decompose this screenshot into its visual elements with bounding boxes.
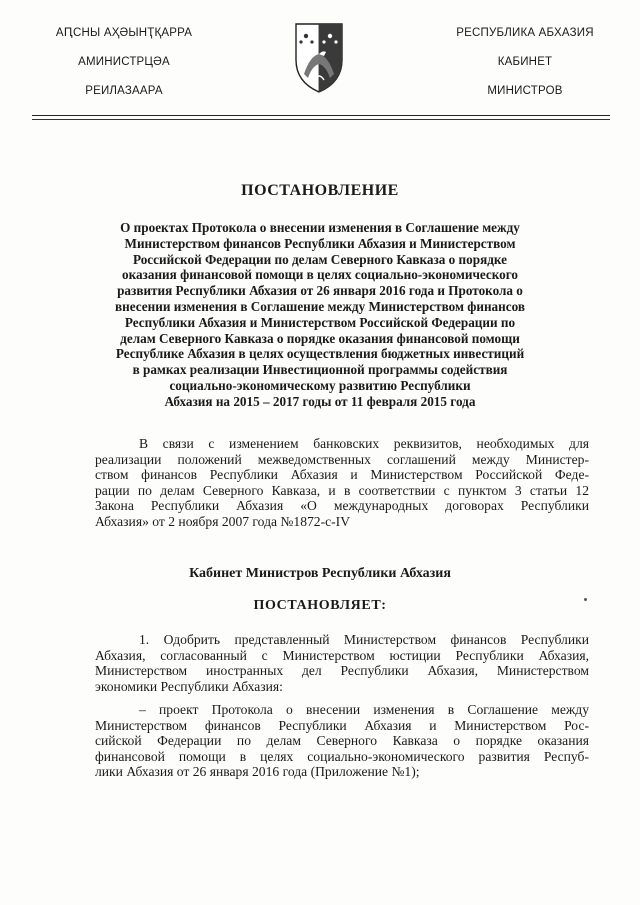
subject-line: внесении изменения в Соглашение между Министерством финансов bbox=[115, 298, 525, 314]
item-1-paragraph bbox=[95, 632, 589, 694]
preamble-line: рации по делам Северного Кавказа, и в соответствии с пунктом 3 статьи 12 bbox=[95, 482, 589, 498]
letterhead bbox=[0, 18, 640, 108]
subject-line: делам Северного Кавказа о порядке оказания финансовой помощи bbox=[120, 330, 520, 346]
subject-line: О проектах Протокола о внесении изменения в Соглашение между bbox=[120, 220, 520, 235]
item-1-line: Абхазия, согласованный с Министерством юстиции Республики Абхазия, bbox=[95, 647, 589, 663]
letterhead-abkhaz-line: РЕИЛАЗААРА bbox=[85, 85, 163, 97]
subject-line: Абхазия на 2015 – 2017 годы от 11 февраля 2015 года bbox=[164, 393, 476, 409]
preamble-paragraph bbox=[95, 436, 589, 530]
preamble-line: ством финансов Республики Абхазия и Министерством Российской Феде- bbox=[95, 467, 589, 483]
item-1-subitem-line: сийской Федерации по делам Северного Кавказа о порядке оказания bbox=[95, 733, 589, 749]
letterhead-rule-thick bbox=[32, 115, 610, 116]
item-1-subitem-line: финансовой помощи в целях социально-экономического развития Респуб- bbox=[95, 748, 589, 764]
scan-speck bbox=[584, 598, 587, 601]
subject-line: Министерством финансов Республики Абхазия и Министерством bbox=[124, 235, 516, 251]
document-title: ПОСТАНОВЛЕНИЕ bbox=[241, 182, 399, 199]
preamble-line: В связи с изменением банковских реквизитов, необходимых для bbox=[139, 436, 589, 451]
item-1-subitem-line: Министерством финансов Республики Абхазия и Министерством Рос- bbox=[95, 717, 589, 733]
issuer-heading: Кабинет Министров Республики Абхазия bbox=[189, 566, 451, 581]
preamble-line: Абхазия» от 2 ноября 2007 года №1872-с-IV bbox=[95, 513, 351, 529]
letterhead-abkhaz bbox=[34, 26, 214, 113]
letterhead-abkhaz-line: АМИНИСТРЦӘА bbox=[78, 56, 170, 68]
letterhead-abkhaz-line: АԤСНЫ АҲӘЫНҬҚАРРА bbox=[55, 27, 193, 39]
document-subject bbox=[90, 220, 550, 410]
item-1-subitem-paragraph bbox=[95, 702, 589, 780]
item-1-line: Министерством иностранных дел Республики Абхазия, Министерством bbox=[95, 663, 589, 679]
decree-heading: ПОСТАНОВЛЯЕТ: bbox=[253, 598, 387, 613]
subject-line: развития Республики Абхазия от 26 января 2016 года и Протокола о bbox=[117, 283, 523, 299]
coat-of-arms-icon bbox=[290, 20, 348, 94]
subject-line: Республике Абхазия в целях осуществления бюджетных инвестиций bbox=[115, 346, 525, 362]
preamble-line: реализации положений межведомственных соглашений между Министер- bbox=[95, 451, 589, 467]
item-1-line: 1. Одобрить представленный Министерством финансов Республики bbox=[139, 632, 589, 647]
subject-line: оказания финансовой помощи в целях социально-экономического bbox=[121, 267, 519, 283]
letterhead-russian-line: РЕСПУБЛИКА АБХАЗИЯ bbox=[456, 27, 594, 39]
preamble-line: Закона Республики Абхазия «О международных договорах Республики bbox=[95, 498, 589, 514]
subject-line: социально-экономическому развитию Республики bbox=[169, 377, 471, 393]
letterhead-rule-thin bbox=[32, 119, 610, 120]
letterhead-russian-line: МИНИСТРОВ bbox=[487, 85, 563, 97]
letterhead-russian bbox=[440, 26, 610, 113]
item-1-line: экономики Республики Абхазия: bbox=[95, 678, 283, 694]
item-1-subitem-line: – проект Протокола о внесении изменения в Соглашение между bbox=[139, 702, 589, 717]
item-1-subitem-line: лики Абхазия от 26 января 2016 года (Приложение №1); bbox=[95, 764, 420, 780]
subject-line: Российской Федерации по делам Северного Кавказа о порядке bbox=[132, 251, 508, 267]
subject-line: в рамках реализации Инвестиционной программы содействия bbox=[132, 362, 508, 378]
letterhead-russian-line: КАБИНЕТ bbox=[497, 56, 553, 68]
subject-line: Республики Абхазия и Министерством Российской Федерации по bbox=[124, 314, 516, 330]
